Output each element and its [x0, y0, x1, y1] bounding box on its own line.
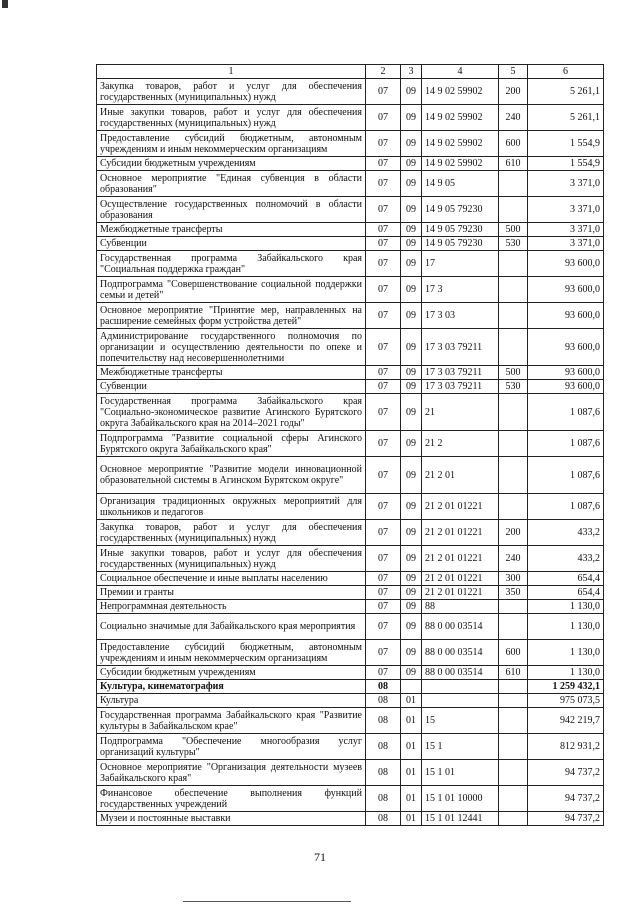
table-row — [97, 380, 604, 394]
bottom-rule — [183, 901, 351, 902]
row-expense-type — [499, 303, 528, 329]
table-row — [97, 394, 604, 431]
row-expense-type — [499, 600, 528, 614]
row-name: Закупка товаров, работ и услуг для обеспечения государственных (муниципальных) нужд — [97, 79, 366, 105]
row-target-article: 21 2 — [422, 431, 499, 457]
row-amount: 942 219,7 — [528, 708, 604, 734]
table-row — [97, 223, 604, 237]
row-target-article: 14 9 05 — [422, 171, 499, 197]
table-row — [97, 546, 604, 572]
row-subsection-code: 09 — [401, 251, 422, 277]
row-name: Иные закупки товаров, работ и услуг для обеспечения государственных (муниципальных) нужд — [97, 546, 366, 572]
row-target-article: 21 2 01 — [422, 457, 499, 494]
row-subsection-code: 01 — [401, 812, 422, 826]
table-row — [97, 131, 604, 157]
row-subsection-code: 09 — [401, 105, 422, 131]
row-amount: 94 737,2 — [528, 760, 604, 786]
row-subsection-code: 09 — [401, 131, 422, 157]
row-target-article: 14 9 02 59902 — [422, 157, 499, 171]
row-name: Субвенции — [97, 237, 366, 251]
row-target-article: 14 9 02 59902 — [422, 105, 499, 131]
table-row — [97, 760, 604, 786]
table-row — [97, 812, 604, 826]
row-section-code: 07 — [366, 640, 401, 666]
table-row — [97, 708, 604, 734]
table-row — [97, 586, 604, 600]
header-col-2: 2 — [366, 65, 401, 79]
row-name: Основное мероприятие "Развитие модели инновационной образовательной системы в Агинском Бурятском округе" — [97, 457, 366, 494]
row-expense-type: 240 — [499, 105, 528, 131]
row-section-code: 08 — [366, 760, 401, 786]
row-section-code: 07 — [366, 546, 401, 572]
row-section-code: 07 — [366, 251, 401, 277]
row-target-article: 17 — [422, 251, 499, 277]
row-subsection-code: 09 — [401, 394, 422, 431]
row-expense-type: 200 — [499, 79, 528, 105]
row-target-article: 15 1 01 10000 — [422, 786, 499, 812]
row-subsection-code: 09 — [401, 520, 422, 546]
row-subsection-code: 09 — [401, 640, 422, 666]
row-subsection-code: 09 — [401, 494, 422, 520]
row-section-code: 07 — [366, 394, 401, 431]
row-subsection-code: 09 — [401, 614, 422, 640]
row-subsection-code: 09 — [401, 79, 422, 105]
row-expense-type — [499, 708, 528, 734]
row-name: Государственная программа Забайкальского края "Социально-экономическое развитие Агинского Бурятского округа Забайкальского края на 2014–2021 годы" — [97, 394, 366, 431]
row-name: Субсидии бюджетным учреждениям — [97, 157, 366, 171]
row-amount: 433,2 — [528, 546, 604, 572]
row-amount: 1 087,6 — [528, 494, 604, 520]
table-row — [97, 734, 604, 760]
table-row — [97, 303, 604, 329]
table-row — [97, 786, 604, 812]
row-name: Основное мероприятие "Организация деятельности музеев Забайкальского края" — [97, 760, 366, 786]
row-amount: 1 087,6 — [528, 457, 604, 494]
table-row — [97, 237, 604, 251]
row-amount: 93 600,0 — [528, 366, 604, 380]
row-section-code: 08 — [366, 812, 401, 826]
row-section-code: 07 — [366, 197, 401, 223]
row-target-article — [422, 680, 499, 694]
row-expense-type: 530 — [499, 380, 528, 394]
row-subsection-code: 09 — [401, 157, 422, 171]
row-amount: 94 737,2 — [528, 812, 604, 826]
row-subsection-code: 09 — [401, 237, 422, 251]
row-section-code: 07 — [366, 457, 401, 494]
row-target-article: 21 2 01 01221 — [422, 494, 499, 520]
row-target-article: 21 2 01 01221 — [422, 572, 499, 586]
row-name: Иные закупки товаров, работ и услуг для обеспечения государственных (муниципальных) нужд — [97, 105, 366, 131]
row-amount: 1 087,6 — [528, 394, 604, 431]
row-expense-type — [499, 171, 528, 197]
row-target-article: 14 9 05 79230 — [422, 223, 499, 237]
table-row — [97, 277, 604, 303]
row-amount: 654,4 — [528, 572, 604, 586]
row-subsection-code: 09 — [401, 366, 422, 380]
row-section-code: 07 — [366, 494, 401, 520]
row-section-code: 07 — [366, 614, 401, 640]
row-name: Непрограммная деятельность — [97, 600, 366, 614]
row-name: Закупка товаров, работ и услуг для обеспечения государственных (муниципальных) нужд — [97, 520, 366, 546]
row-name: Социальное обеспечение и иные выплаты населению — [97, 572, 366, 586]
row-section-code: 07 — [366, 666, 401, 680]
row-name: Культура — [97, 694, 366, 708]
row-amount: 93 600,0 — [528, 251, 604, 277]
table-row — [97, 157, 604, 171]
header-col-5: 5 — [499, 65, 528, 79]
row-expense-type — [499, 734, 528, 760]
row-section-code: 07 — [366, 171, 401, 197]
row-expense-type — [499, 614, 528, 640]
row-amount: 94 737,2 — [528, 786, 604, 812]
row-name: Премии и гранты — [97, 586, 366, 600]
table-row — [97, 366, 604, 380]
row-name: Финансовое обеспечение выполнения функций государственных учреждений — [97, 786, 366, 812]
row-section-code: 08 — [366, 680, 401, 694]
table-row — [97, 572, 604, 586]
row-section-code: 07 — [366, 105, 401, 131]
row-section-code: 07 — [366, 380, 401, 394]
row-expense-type: 530 — [499, 237, 528, 251]
table-row — [97, 329, 604, 366]
row-amount: 93 600,0 — [528, 277, 604, 303]
row-name: Основное мероприятие "Единая субвенция в области образования" — [97, 171, 366, 197]
row-subsection-code: 09 — [401, 666, 422, 680]
budget-table — [96, 64, 604, 826]
row-section-code: 07 — [366, 237, 401, 251]
table-row — [97, 197, 604, 223]
row-name: Государственная программа Забайкальского края "Социальная поддержка граждан" — [97, 251, 366, 277]
row-section-code: 07 — [366, 157, 401, 171]
row-amount: 3 371,0 — [528, 223, 604, 237]
row-expense-type: 200 — [499, 520, 528, 546]
row-name: Субсидии бюджетным учреждениям — [97, 666, 366, 680]
row-target-article: 14 9 02 59902 — [422, 131, 499, 157]
header-col-6: 6 — [528, 65, 604, 79]
row-name: Подпрограмма "Развитие социальной сферы Агинского Бурятского округа Забайкальского края" — [97, 431, 366, 457]
row-section-code: 07 — [366, 329, 401, 366]
row-amount: 1 130,0 — [528, 614, 604, 640]
table-row — [97, 520, 604, 546]
row-section-code: 07 — [366, 303, 401, 329]
table-row — [97, 614, 604, 640]
row-section-code: 07 — [366, 277, 401, 303]
row-name: Основное мероприятие "Принятие мер, направленных на расширение семейных форм устройства детей" — [97, 303, 366, 329]
table-row — [97, 431, 604, 457]
row-subsection-code: 01 — [401, 760, 422, 786]
row-expense-type — [499, 457, 528, 494]
row-section-code: 07 — [366, 572, 401, 586]
row-target-article: 21 2 01 01221 — [422, 546, 499, 572]
row-amount: 93 600,0 — [528, 380, 604, 394]
row-target-article: 14 9 02 59902 — [422, 79, 499, 105]
row-name: Социально значимые для Забайкальского края мероприятия — [97, 614, 366, 640]
row-amount: 1 130,0 — [528, 640, 604, 666]
row-target-article: 88 0 00 03514 — [422, 614, 499, 640]
row-subsection-code: 09 — [401, 457, 422, 494]
row-expense-type — [499, 197, 528, 223]
row-expense-type — [499, 760, 528, 786]
row-amount: 1 087,6 — [528, 431, 604, 457]
row-subsection-code: 09 — [401, 572, 422, 586]
row-target-article: 17 3 — [422, 277, 499, 303]
table-row — [97, 105, 604, 131]
row-expense-type: 500 — [499, 366, 528, 380]
row-target-article: 17 3 03 — [422, 303, 499, 329]
row-subsection-code: 09 — [401, 223, 422, 237]
table-header-row — [97, 65, 604, 79]
row-amount: 3 371,0 — [528, 237, 604, 251]
row-expense-type — [499, 394, 528, 431]
row-expense-type — [499, 680, 528, 694]
row-target-article: 88 — [422, 600, 499, 614]
row-subsection-code: 09 — [401, 197, 422, 223]
row-name: Субвенции — [97, 380, 366, 394]
row-expense-type — [499, 812, 528, 826]
row-target-article: 14 9 05 79230 — [422, 197, 499, 223]
row-subsection-code: 01 — [401, 708, 422, 734]
table-row — [97, 680, 604, 694]
row-target-article: 15 1 — [422, 734, 499, 760]
row-subsection-code: 09 — [401, 586, 422, 600]
row-expense-type: 600 — [499, 640, 528, 666]
table-row — [97, 494, 604, 520]
row-section-code: 07 — [366, 520, 401, 546]
row-amount: 1 130,0 — [528, 600, 604, 614]
row-section-code: 08 — [366, 734, 401, 760]
row-expense-type: 240 — [499, 546, 528, 572]
row-target-article: 14 9 05 79230 — [422, 237, 499, 251]
row-section-code: 07 — [366, 131, 401, 157]
row-expense-type — [499, 251, 528, 277]
row-subsection-code: 01 — [401, 734, 422, 760]
row-target-article: 21 2 01 01221 — [422, 586, 499, 600]
row-name: Государственная программа Забайкальского края "Развитие культуры в Забайкальском крае" — [97, 708, 366, 734]
row-expense-type: 300 — [499, 572, 528, 586]
table-row — [97, 666, 604, 680]
row-name: Межбюджетные трансферты — [97, 223, 366, 237]
row-section-code: 07 — [366, 431, 401, 457]
row-amount: 1 554,9 — [528, 131, 604, 157]
row-target-article: 15 — [422, 708, 499, 734]
table-row — [97, 600, 604, 614]
row-section-code: 08 — [366, 694, 401, 708]
row-expense-type — [499, 786, 528, 812]
row-name: Подпрограмма "Совершенствование социальной поддержки семьи и детей" — [97, 277, 366, 303]
row-amount: 93 600,0 — [528, 329, 604, 366]
row-section-code: 07 — [366, 366, 401, 380]
row-section-code: 08 — [366, 786, 401, 812]
table-row — [97, 457, 604, 494]
table-row — [97, 694, 604, 708]
row-subsection-code: 09 — [401, 171, 422, 197]
row-expense-type: 350 — [499, 586, 528, 600]
row-amount: 93 600,0 — [528, 303, 604, 329]
row-expense-type: 610 — [499, 666, 528, 680]
row-target-article: 17 3 03 79211 — [422, 380, 499, 394]
row-name: Предоставление субсидий бюджетным, автономным учреждениям и иным некоммерческим организациям — [97, 640, 366, 666]
row-section-code: 07 — [366, 586, 401, 600]
row-target-article: 17 3 03 79211 — [422, 366, 499, 380]
row-amount: 975 073,5 — [528, 694, 604, 708]
header-col-3: 3 — [401, 65, 422, 79]
row-name: Предоставление субсидий бюджетным, автономным учреждениям и иным некоммерческим организациям — [97, 131, 366, 157]
row-expense-type — [499, 494, 528, 520]
row-amount: 812 931,2 — [528, 734, 604, 760]
row-expense-type — [499, 329, 528, 366]
row-expense-type — [499, 694, 528, 708]
header-col-4: 4 — [422, 65, 499, 79]
table-row — [97, 79, 604, 105]
row-subsection-code: 09 — [401, 329, 422, 366]
row-section-code: 08 — [366, 708, 401, 734]
row-name: Осуществление государственных полномочий в области образования — [97, 197, 366, 223]
row-amount: 1 130,0 — [528, 666, 604, 680]
row-target-article — [422, 694, 499, 708]
row-subsection-code: 09 — [401, 277, 422, 303]
header-col-1: 1 — [97, 65, 366, 79]
row-target-article: 88 0 00 03514 — [422, 640, 499, 666]
row-section-code: 07 — [366, 79, 401, 105]
table-row — [97, 171, 604, 197]
row-amount: 5 261,1 — [528, 79, 604, 105]
row-name: Культура, кинематография — [97, 680, 366, 694]
page-number: 71 — [314, 850, 326, 864]
row-amount: 1 554,9 — [528, 157, 604, 171]
row-amount: 3 371,0 — [528, 171, 604, 197]
row-name: Музеи и постоянные выставки — [97, 812, 366, 826]
row-name: Межбюджетные трансферты — [97, 366, 366, 380]
row-subsection-code: 09 — [401, 600, 422, 614]
row-subsection-code: 01 — [401, 694, 422, 708]
row-amount: 5 261,1 — [528, 105, 604, 131]
row-subsection-code: 09 — [401, 380, 422, 394]
row-subsection-code: 09 — [401, 546, 422, 572]
row-expense-type: 610 — [499, 157, 528, 171]
row-subsection-code: 09 — [401, 303, 422, 329]
row-expense-type: 500 — [499, 223, 528, 237]
row-subsection-code: 01 — [401, 786, 422, 812]
row-target-article: 21 2 01 01221 — [422, 520, 499, 546]
row-name: Подпрограмма "Обеспечение многообразия услуг организаций культуры" — [97, 734, 366, 760]
row-subsection-code — [401, 680, 422, 694]
row-subsection-code: 09 — [401, 431, 422, 457]
row-section-code: 07 — [366, 600, 401, 614]
row-target-article: 15 1 01 12441 — [422, 812, 499, 826]
table-row — [97, 251, 604, 277]
row-name: Администрирование государственного полномочия по организации и осуществлению деятельности по опеке и попечительству над несовершеннолетними — [97, 329, 366, 366]
table-row — [97, 640, 604, 666]
scan-edge-mark — [2, 0, 8, 8]
row-amount: 654,4 — [528, 586, 604, 600]
row-amount: 1 259 432,1 — [528, 680, 604, 694]
row-expense-type — [499, 277, 528, 303]
row-expense-type: 600 — [499, 131, 528, 157]
row-expense-type — [499, 431, 528, 457]
row-target-article: 17 3 03 79211 — [422, 329, 499, 366]
row-section-code: 07 — [366, 223, 401, 237]
row-target-article: 88 0 00 03514 — [422, 666, 499, 680]
row-amount: 3 371,0 — [528, 197, 604, 223]
row-target-article: 21 — [422, 394, 499, 431]
row-amount: 433,2 — [528, 520, 604, 546]
row-target-article: 15 1 01 — [422, 760, 499, 786]
row-name: Организация традиционных окружных мероприятий для школьников и педагогов — [97, 494, 366, 520]
